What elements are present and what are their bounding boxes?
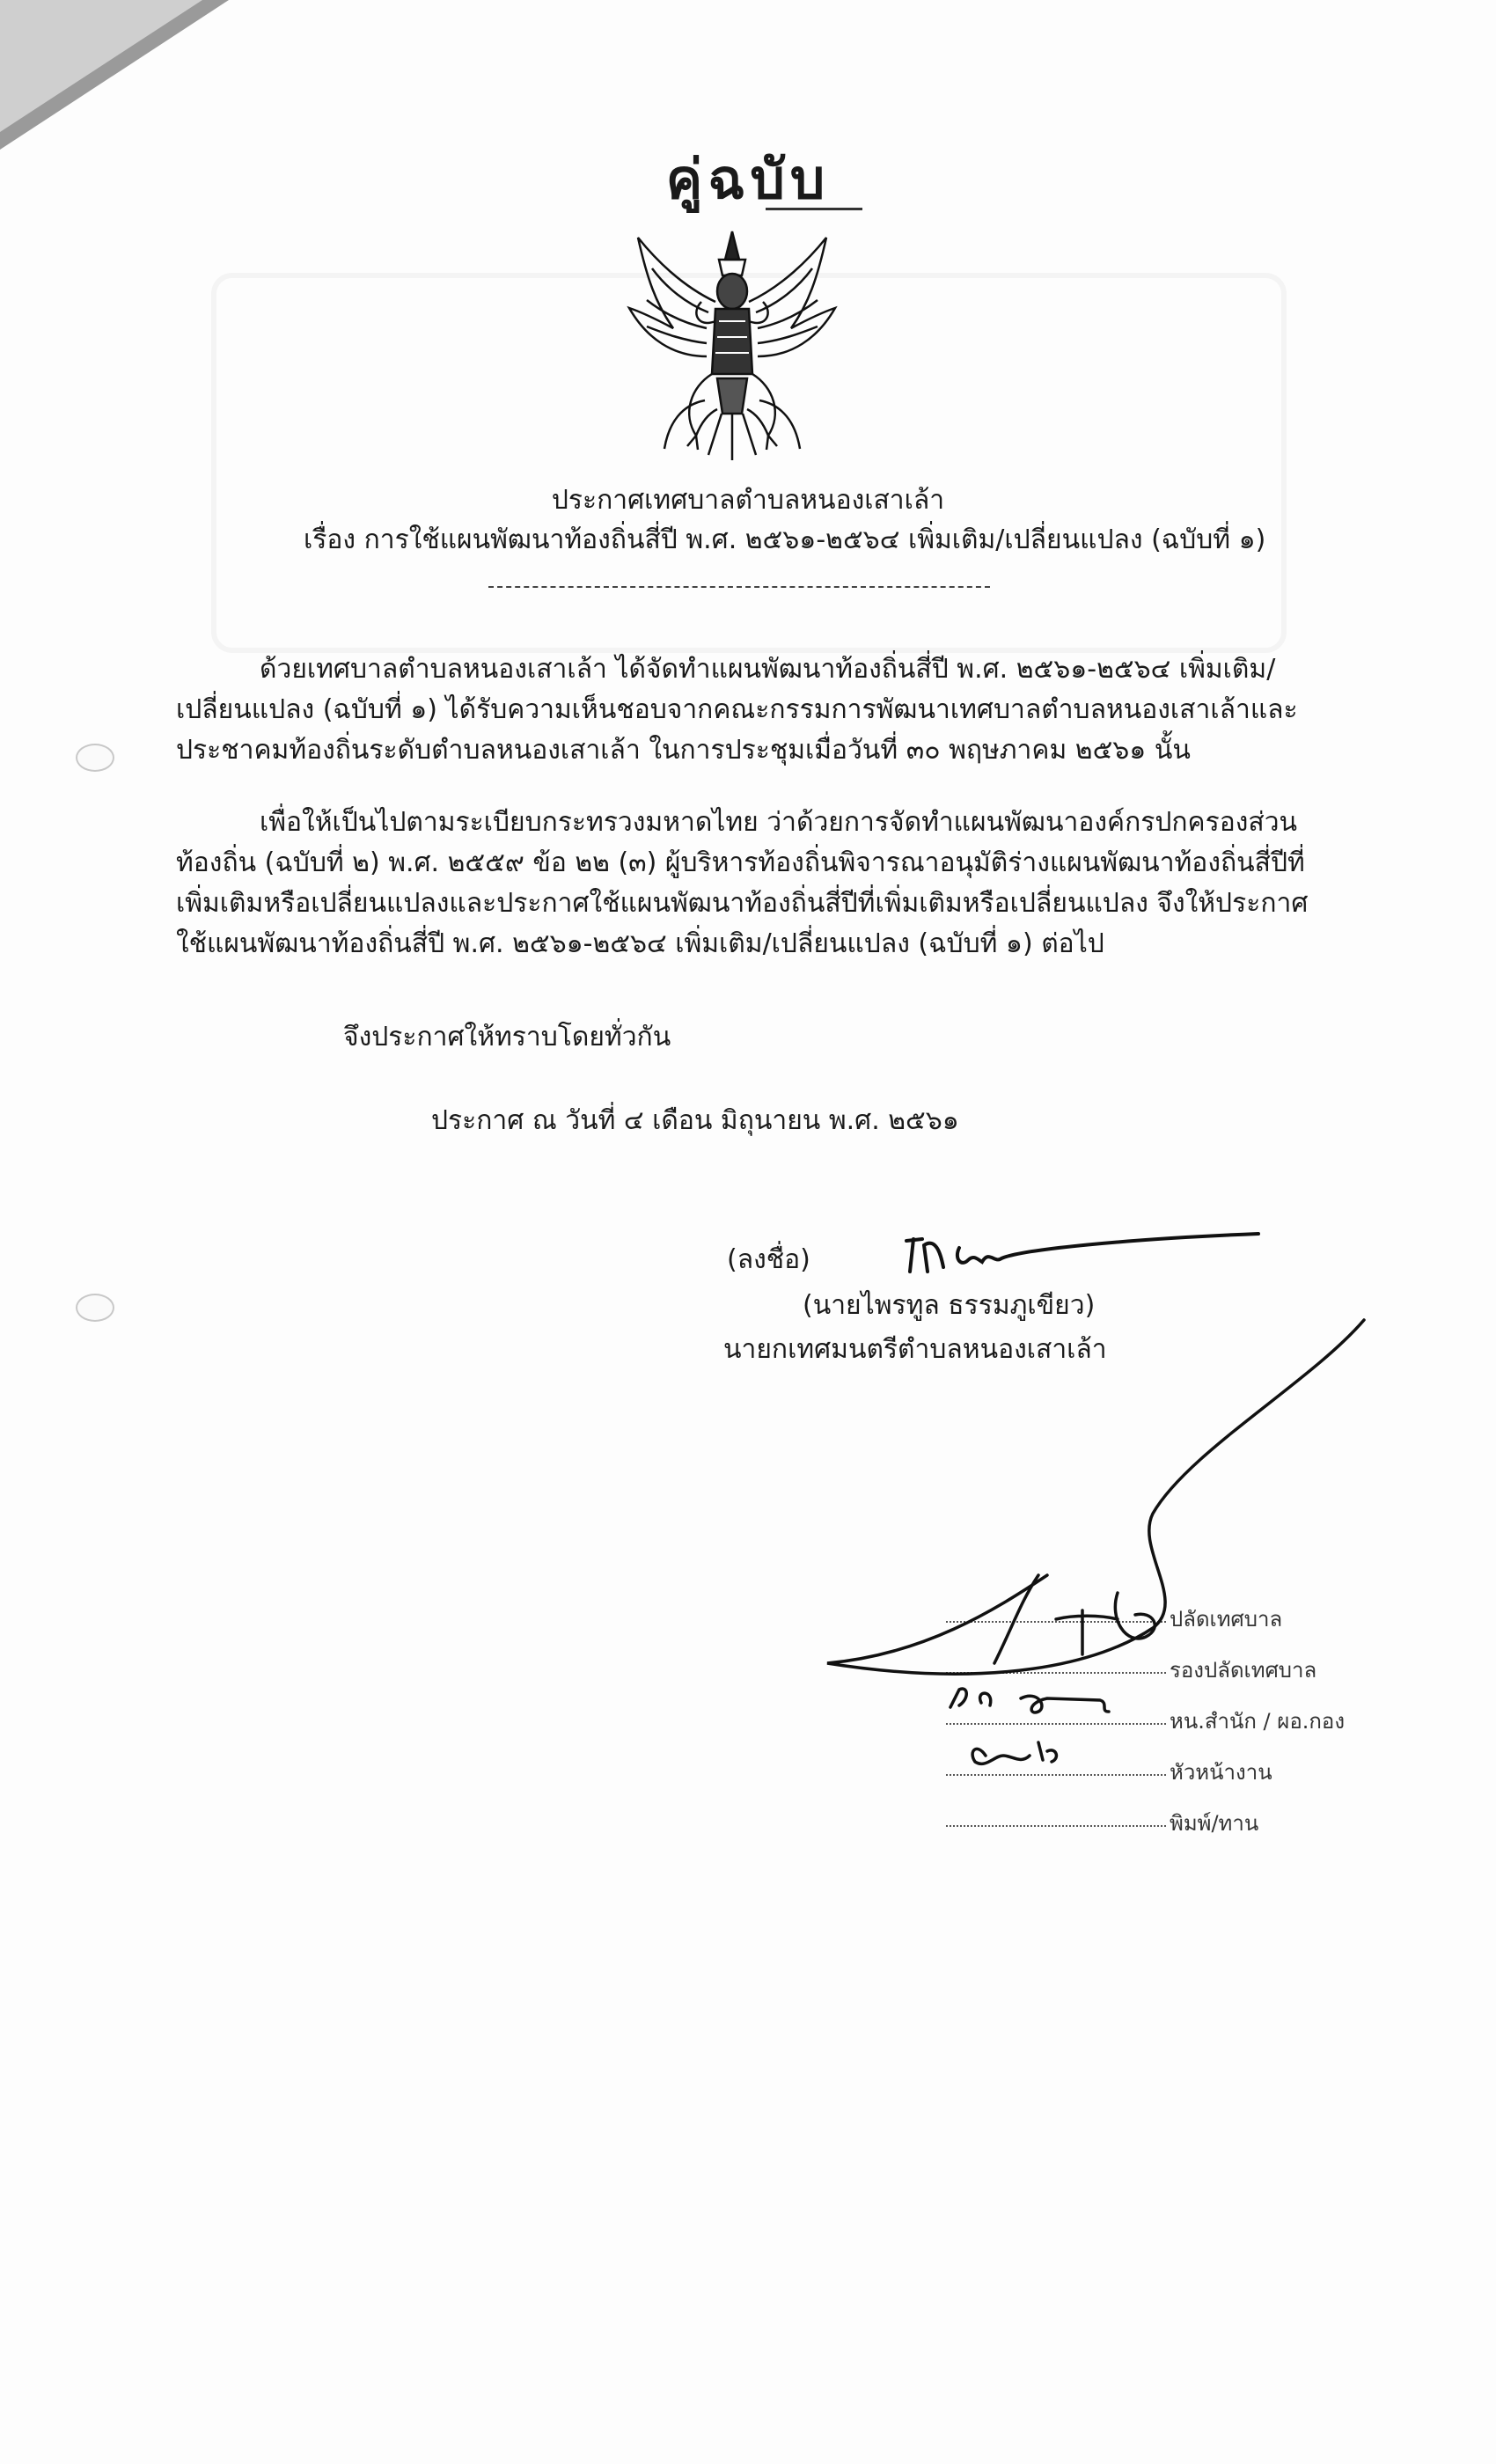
body-paragraph-2 (176, 803, 1320, 964)
routing-label: หัวหน้างาน (1170, 1760, 1272, 1785)
routing-dots (946, 1825, 1166, 1827)
announcement-subject: เรื่อง การใช้แผนพัฒนาท้องถิ่นสี่ปี พ.ศ. ๒๕๖๑-๒๕๖๔ เพิ่มเติม/เปลี่ยนแปลง (ฉบับที่ ๑) (304, 524, 1266, 555)
announce-line: จึงประกาศให้ทราบโดยทั่วกัน (343, 1022, 671, 1052)
signed-label: (ลงชื่อ) (727, 1244, 810, 1275)
announcement-title: ประกาศเทศบาลตำบลหนองเสาเล้า (551, 485, 945, 516)
signer-position: นายกเทศมนตรีตำบลหนองเสาเล้า (723, 1334, 1107, 1365)
routing-label: หน.สำนัก / ผอ.กอง (1170, 1709, 1346, 1734)
paragraph-2-text: เพื่อให้เป็นไปตามระเบียบกระทรวงมหาดไทย ว่าด้วยการจัดทำแผนพัฒนาองค์กรปกครองส่วนท้องถิ่น (ฉบับที่ ๒) พ.ศ. ๒๕๕๙ ข้อ ๒๒ (๓) ผู้บริหารท้องถิ่นพิจารณาอนุมัติร่างแผนพัฒนาท้องถิ่นสี่ปีที่เพิ่มเติมหรือเปลี่ยนแปลงและประกาศใช้แผนพัฒนาท้องถิ่นสี่ปีที่เพิ่มเติมหรือเปลี่ยนแปลง จึงให้ประกาศใช้แผนพัฒนาท้องถิ่นสี่ปี พ.ศ. ๒๕๖๑-๒๕๖๔ เพิ่มเติม/เปลี่ยนแปลง (ฉบับที่ ๑) ต่อไป (176, 807, 1309, 959)
copy-stamp-underline (766, 208, 862, 210)
signer-name: (นายไพรทูล ธรรมภูเขียว) (803, 1290, 1096, 1321)
header-divider (488, 586, 990, 588)
routing-label: รองปลัดเทศบาล (1170, 1658, 1317, 1683)
body-paragraph-1 (176, 649, 1320, 771)
copy-stamp: คู่ฉบับ (665, 147, 831, 211)
paragraph-1-text: ด้วยเทศบาลตำบลหนองเสาเล้า ได้จัดทำแผนพัฒนาท้องถิ่นสี่ปี พ.ศ. ๒๕๖๑-๒๕๖๔ เพิ่มเติม/เปลี่ยนแปลง (ฉบับที่ ๑) ได้รับความเห็นชอบจากคณะกรรมการพัฒนาเทศบาลตำบลหนองเสาเล้าและประชาคมท้องถิ่นระดับตำบลหนองเสาเล้า ในการประชุมเมื่อวันที่ ๓๐ พฤษภาคม ๒๕๖๑ นั้น (176, 654, 1298, 766)
punch-hole-top (76, 744, 114, 772)
approval-initials-scribble (818, 1311, 1382, 1804)
signature-scribble (898, 1223, 1267, 1285)
routing-label: ปลัดเทศบาล (1170, 1607, 1283, 1632)
routing-label: พิมพ์/ทาน (1170, 1811, 1259, 1836)
date-line: ประกาศ ณ วันที่ ๔ เดือน มิถุนายน พ.ศ. ๒๕๖๑ (431, 1105, 959, 1136)
punch-hole-bottom (76, 1294, 114, 1322)
routing-row-5 (946, 1806, 1258, 1840)
folded-corner-inner (0, 0, 202, 132)
garuda-emblem-icon (620, 224, 845, 462)
